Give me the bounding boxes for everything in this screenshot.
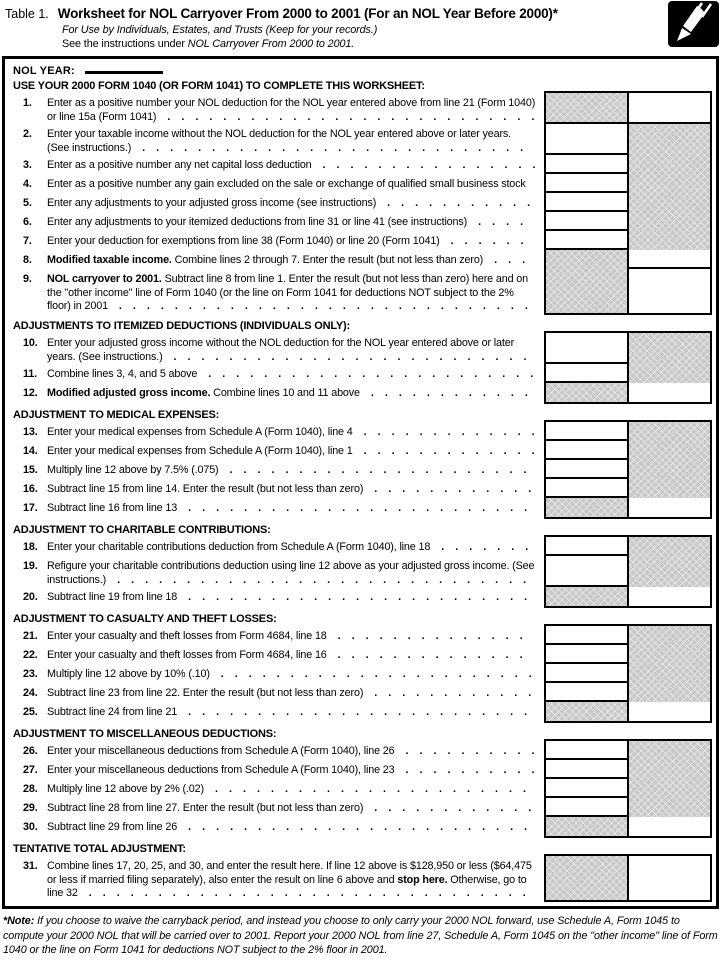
entry-grid — [544, 331, 712, 404]
nol-year-label: NOL YEAR: — [13, 65, 75, 77]
line-text-main: Enter your casualty and theft losses from Form 4684, line 16 — [47, 649, 327, 661]
entry-box-line-1[interactable] — [629, 93, 710, 124]
section-items — [9, 424, 540, 519]
section-heading: USE YOUR 2000 FORM 1040 (OR FORM 1041) TO COMPLETE THIS WORKSHEET: — [13, 80, 425, 92]
entry-box-line-31[interactable] — [629, 856, 710, 900]
entry-box-line-24[interactable] — [546, 683, 627, 702]
entry-grid-right-column — [627, 333, 710, 402]
section-heading: ADJUSTMENTS TO ITEMIZED DEDUCTIONS (INDIVIDUALS ONLY): — [13, 320, 350, 332]
line-number: 9. — [23, 273, 32, 285]
line-text — [47, 216, 540, 233]
line-text-main: Enter your charitable contributions deduction from Schedule A (Form 1040), line 18 — [47, 541, 431, 553]
section-items — [9, 335, 540, 404]
section-items — [9, 858, 540, 902]
section-adjustment-casualty-theft-losses — [9, 613, 712, 723]
line-text — [47, 591, 540, 608]
line-number: 7. — [23, 235, 32, 247]
line-text-main: Refigure your charitable contributions deduction using line 12 above as your adjusted gross income. (See instructions.) — [47, 560, 535, 586]
pencil-icon — [668, 1, 719, 47]
section-adjustments-itemized-deductions — [9, 320, 712, 404]
worksheet-line — [23, 539, 540, 558]
line-number: 16. — [23, 483, 38, 495]
worksheet-line — [23, 685, 540, 704]
line-text-bold: NOL carryover to 2001. — [47, 273, 162, 285]
line-number: 13. — [23, 426, 38, 438]
line-text-main: Multiply line 12 above by 7.5% (.075) — [47, 464, 219, 476]
entry-box-line-17[interactable] — [629, 498, 710, 517]
line-text-main: Enter as a positive number your NOL deduction for the NOL year entered above from line 21 (Form 1040) or line 15a (Form 1041) — [47, 97, 536, 123]
shaded-cell — [546, 498, 627, 517]
worksheet-line — [23, 424, 540, 443]
line-text-main: Subtract line 8 from line 1. Enter the result (but not less than zero) here and on the "other income" line of Form 1040 (or the line on Form 1041 for deductions NOT subject to the 2% floor) in 2001 — [47, 273, 528, 312]
line-number: 3. — [23, 159, 32, 171]
line-number: 29. — [23, 802, 38, 814]
line-number: 28. — [23, 783, 38, 795]
worksheet-line — [23, 157, 540, 176]
worksheet-body — [2, 56, 719, 909]
line-number: 2. — [23, 128, 32, 140]
entry-grid-right-column — [627, 741, 710, 836]
line-text-main: Combine lines 2 through 7. Enter the result (but not less than zero) — [171, 254, 484, 266]
line-text-main: Subtract line 29 from line 26 — [47, 821, 178, 833]
entry-grid — [544, 739, 712, 838]
line-text-bold: stop here. — [397, 873, 448, 886]
line-text-main: Enter your miscellaneous deductions from Schedule A (Form 1040), line 23 — [47, 764, 395, 776]
entry-grid — [544, 854, 712, 902]
line-number: 21. — [23, 630, 38, 642]
line-text — [47, 541, 540, 558]
line-number: 25. — [23, 706, 38, 718]
worksheet-line — [23, 443, 540, 462]
line-number: 27. — [23, 764, 38, 776]
dot-leader — [47, 574, 526, 590]
entry-grid-left-column — [546, 93, 627, 313]
line-text — [47, 783, 540, 800]
line-number: 24. — [23, 687, 38, 699]
line-number: 17. — [23, 502, 38, 514]
entry-grid — [544, 420, 712, 519]
shaded-cell — [629, 124, 710, 250]
line-text — [47, 687, 540, 704]
line-text-main: Subtract line 16 from line 13 — [47, 502, 178, 514]
section-heading: TENTATIVE TOTAL ADJUSTMENT: — [13, 843, 186, 855]
shaded-cell — [546, 383, 627, 402]
line-text — [47, 821, 540, 838]
line-number: 8. — [23, 254, 32, 266]
instructions-note — [62, 37, 721, 51]
page-header — [0, 0, 721, 56]
shaded-cell — [629, 626, 710, 702]
line-text-main: Combine lines 10 and 11 above — [210, 387, 360, 399]
line-number: 5. — [23, 197, 32, 209]
entry-box-line-19[interactable] — [546, 556, 627, 587]
line-text-main: Combine lines 3, 4, and 5 above — [47, 368, 198, 380]
worksheet-line — [23, 743, 540, 762]
line-text — [47, 745, 540, 762]
entry-box-line-28[interactable] — [546, 779, 627, 798]
entry-box-line-5[interactable] — [546, 193, 627, 212]
line-text — [47, 197, 540, 214]
entry-box-line-30[interactable] — [629, 817, 710, 836]
entry-box-line-15[interactable] — [546, 460, 627, 479]
dot-leader — [47, 192, 526, 196]
worksheet-line — [23, 666, 540, 685]
entry-box-line-7[interactable] — [546, 231, 627, 250]
line-text — [47, 337, 540, 366]
line-number: 30. — [23, 821, 38, 833]
instructions-note-reference: NOL Carryover From 2000 to 2001. — [187, 38, 355, 50]
line-number: 18. — [23, 541, 38, 553]
worksheet-line — [23, 704, 540, 723]
worksheet-line — [23, 252, 540, 271]
table-label: Table 1. — [5, 7, 49, 21]
line-text-main: Subtract line 19 from line 18 — [47, 591, 178, 603]
line-text-main: Subtract line 23 from line 22. Enter the result (but not less than zero) — [47, 687, 364, 699]
worksheet-line — [23, 335, 540, 366]
line-number: 4. — [23, 178, 32, 190]
title-row — [5, 5, 721, 23]
nol-year-row — [9, 62, 712, 80]
dot-leader — [47, 300, 528, 315]
worksheet-line — [23, 500, 540, 519]
worksheet-line — [23, 176, 540, 195]
worksheet-line — [23, 385, 540, 404]
line-text — [47, 502, 540, 519]
dot-leader — [47, 887, 526, 902]
entry-grid-left-column — [546, 333, 627, 402]
entry-box-line-8[interactable] — [629, 250, 710, 269]
section-tentative-total-adjustment — [9, 843, 712, 902]
subtitle: For Use by Individuals, Estates, and Trusts (Keep for your records.) — [62, 24, 378, 36]
worksheet-line — [23, 95, 540, 126]
worksheet-line — [23, 366, 540, 385]
entry-box-line-3[interactable] — [546, 155, 627, 174]
entry-grid-left-column — [546, 856, 627, 900]
worksheet-line — [23, 271, 540, 315]
section-heading: ADJUSTMENT TO CHARITABLE CONTRIBUTIONS: — [13, 524, 271, 536]
line-text-main: Multiply line 12 above by 10% (.10) — [47, 668, 210, 680]
entry-box-line-4[interactable] — [546, 174, 627, 193]
line-number: 15. — [23, 464, 38, 476]
line-text — [47, 668, 540, 685]
entry-box-line-27[interactable] — [546, 760, 627, 779]
section-items — [9, 539, 540, 608]
line-number: 31. — [23, 860, 38, 872]
footnote-text: If you choose to waive the carryback period, and instead you choose to only carry your 2000 NOL forward, use Schedule A, Form 1045 to compute your 2000 NOL that will be carried over to 2001. Report your 2000 NOL from line 27, Schedule A, Form 1045 on the "other income" line of Form 1040 or the line on Form 1041 for deductions NOT subject to the 2% floor in 2001. — [3, 915, 718, 956]
line-text-pre: Combine lines 17, 20, 25, and 30, and enter the result here. If line 12 above is $128,950 or less ($64,475 or less if married filing separately), also enter the result on line 6 above and — [47, 860, 532, 886]
entry-box-line-29[interactable] — [546, 798, 627, 817]
line-text-main: Enter your miscellaneous deductions from Schedule A (Form 1040), line 26 — [47, 745, 395, 757]
line-text-main: Enter your casualty and theft losses from Form 4684, line 18 — [47, 630, 327, 642]
section-use-your-2000-form — [9, 80, 712, 315]
entry-box-line-6[interactable] — [546, 212, 627, 231]
entry-box-line-14[interactable] — [546, 441, 627, 460]
shaded-cell — [629, 537, 710, 587]
entry-box-line-10[interactable] — [546, 333, 627, 364]
line-text-bold: Modified taxable income. — [47, 254, 172, 266]
line-text-main: Subtract line 15 from line 14. Enter the result (but not less than zero) — [47, 483, 364, 495]
entry-grid-left-column — [546, 422, 627, 517]
shaded-cell — [629, 333, 710, 383]
line-text — [47, 764, 540, 781]
shaded-cell — [546, 856, 627, 900]
entry-box-line-20[interactable] — [629, 587, 710, 606]
line-number: 12. — [23, 387, 38, 399]
footnote-label: *Note: — [3, 915, 35, 927]
line-text — [47, 273, 540, 315]
line-text — [47, 860, 540, 902]
entry-grid-right-column — [627, 93, 710, 313]
line-text — [47, 445, 540, 462]
line-text — [47, 235, 540, 252]
line-text — [47, 368, 540, 385]
shaded-cell — [546, 93, 627, 124]
line-text-main: Multiply line 12 above by 2% (.02) — [47, 783, 204, 795]
entry-box-line-16[interactable] — [546, 479, 627, 498]
worksheet-line — [23, 589, 540, 608]
line-text-main: Enter your deduction for exemptions from line 38 (Form 1040) or line 20 (Form 1041) — [47, 235, 440, 247]
nol-year-blank[interactable] — [85, 62, 163, 74]
line-number: 23. — [23, 668, 38, 680]
worksheet-line — [23, 819, 540, 838]
worksheet-line — [23, 628, 540, 647]
section-heading: ADJUSTMENT TO MEDICAL EXPENSES: — [13, 409, 220, 421]
line-number: 20. — [23, 591, 38, 603]
worksheet-line — [23, 781, 540, 800]
worksheet-line — [23, 762, 540, 781]
line-text — [47, 802, 540, 819]
entry-grid — [544, 535, 712, 608]
line-text — [47, 159, 540, 176]
line-text-main: Enter your taxable income without the NOL deduction for the NOL year entered above or later years. (See instructions.) — [47, 128, 512, 154]
entry-grid-left-column — [546, 537, 627, 606]
line-text — [47, 706, 540, 723]
line-number: 11. — [23, 368, 37, 380]
worksheet-line — [23, 214, 540, 233]
section-items — [9, 95, 540, 315]
entry-box-line-9[interactable] — [629, 269, 710, 313]
line-text — [47, 254, 540, 271]
line-text-main: Enter your adjusted gross income without the NOL deduction for the NOL year entered above or later years. (See instructions.) — [47, 337, 515, 363]
entry-box-line-11[interactable] — [546, 364, 627, 383]
entry-grid — [544, 91, 712, 315]
line-text-main: Enter as a positive number any gain excluded on the sale or exchange of qualified small business stock — [47, 178, 526, 190]
shaded-cell — [546, 702, 627, 721]
section-heading: ADJUSTMENT TO CASUALTY AND THEFT LOSSES: — [13, 613, 277, 625]
worksheet-line — [23, 462, 540, 481]
line-text — [47, 630, 540, 647]
line-number: 19. — [23, 560, 38, 572]
line-text — [47, 387, 540, 404]
line-number: 26. — [23, 745, 38, 757]
line-text — [47, 128, 540, 157]
entry-box-line-2[interactable] — [546, 124, 627, 155]
line-number: 14. — [23, 445, 38, 457]
line-text — [47, 97, 540, 126]
line-text-main: Subtract line 24 from line 21 — [47, 706, 178, 718]
section-adjustment-miscellaneous-deductions — [9, 728, 712, 838]
section-items — [9, 628, 540, 723]
line-number: 1. — [23, 97, 32, 109]
line-text — [47, 560, 540, 589]
page-title: Worksheet for NOL Carryover From 2000 to 2001 (For an NOL Year Before 2000)* — [57, 6, 558, 21]
section-heading: ADJUSTMENT TO MISCELLANEOUS DEDUCTIONS: — [13, 728, 277, 740]
shaded-cell — [629, 741, 710, 817]
worksheet-line — [23, 858, 540, 902]
worksheet-line — [23, 233, 540, 252]
worksheet-line — [23, 647, 540, 666]
footnote — [3, 914, 718, 958]
line-text-bold: Modified adjusted gross income. — [47, 387, 211, 399]
worksheet-line — [23, 481, 540, 500]
line-text-main: Enter your medical expenses from Schedule A (Form 1040), line 4 — [47, 426, 353, 438]
worksheet-line — [23, 195, 540, 214]
instructions-note-prefix: See the instructions under — [62, 38, 188, 50]
section-adjustment-medical-expenses — [9, 409, 712, 519]
line-text-main: Subtract line 28 from line 27. Enter the result (but not less than zero) — [47, 802, 364, 814]
entry-box-line-22[interactable] — [546, 645, 627, 664]
line-number: 22. — [23, 649, 38, 661]
line-text-main: Enter as a positive number any net capital loss deduction — [47, 159, 312, 171]
entry-grid — [544, 624, 712, 723]
line-text — [47, 178, 540, 195]
section-items — [9, 743, 540, 838]
line-text-main: Otherwise, go to line 32 — [47, 873, 527, 899]
line-text-main: Enter any adjustments to your itemized deductions from line 31 or line 41 (see instructions) — [47, 216, 468, 228]
entry-grid-right-column — [627, 537, 710, 606]
entry-box-line-18[interactable] — [546, 537, 627, 556]
entry-box-line-25[interactable] — [629, 702, 710, 721]
line-text — [47, 483, 540, 500]
entry-box-line-21[interactable] — [546, 626, 627, 645]
entry-box-line-13[interactable] — [546, 422, 627, 441]
entry-grid-left-column — [546, 626, 627, 721]
shaded-cell — [546, 250, 627, 313]
line-text — [47, 426, 540, 443]
worksheet-line — [23, 126, 540, 157]
shaded-cell — [629, 422, 710, 498]
section-adjustment-charitable-contributions — [9, 524, 712, 608]
line-number: 6. — [23, 216, 32, 228]
worksheet-line — [23, 800, 540, 819]
entry-grid-right-column — [627, 422, 710, 517]
line-text — [47, 464, 540, 481]
shaded-cell — [546, 817, 627, 836]
line-text — [47, 649, 540, 666]
line-number: 10. — [23, 337, 38, 349]
entry-grid-left-column — [546, 741, 627, 836]
entry-grid-right-column — [627, 856, 710, 900]
line-text-main: Enter any adjustments to your adjusted gross income (see instructions) — [47, 197, 377, 209]
shaded-cell — [546, 587, 627, 606]
entry-grid-right-column — [627, 626, 710, 721]
entry-box-line-12[interactable] — [629, 383, 710, 402]
entry-box-line-26[interactable] — [546, 741, 627, 760]
line-text-main: Enter your medical expenses from Schedule A (Form 1040), line 1 — [47, 445, 353, 457]
worksheet-line — [23, 558, 540, 589]
entry-box-line-23[interactable] — [546, 664, 627, 683]
